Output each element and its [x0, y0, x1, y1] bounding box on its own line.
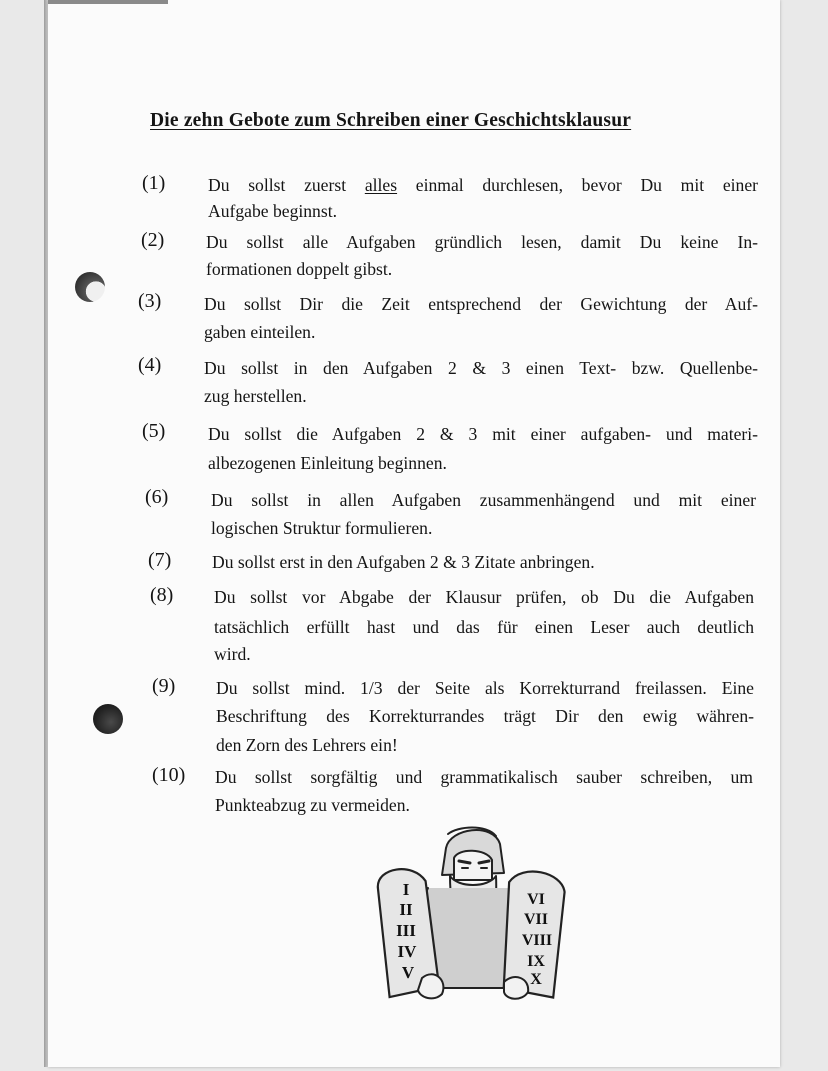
- tablet-numeral: VII: [523, 911, 549, 928]
- item-line: Du sollst alle Aufgaben gründlich lesen, damit Du keine In-: [206, 232, 758, 252]
- item-line: Du sollst in allen Aufgaben zusammenhängend und mit einer: [211, 490, 756, 510]
- item-line: Du sollst die Aufgaben 2 & 3 mit einer aufgaben- und materi-: [208, 424, 758, 444]
- tablet-numeral: VI: [527, 891, 545, 908]
- item-line: Du sollst sorgfältig und grammatikalisch sauber schreiben, um: [215, 767, 753, 787]
- item-line: den Zorn des Lehrers ein!: [216, 735, 398, 755]
- tablet-numeral: V: [401, 963, 415, 982]
- tablet-numeral: X: [530, 971, 542, 988]
- item-line: Du sollst in den Aufgaben 2 & 3 einen Text- bzw. Quellenbe-: [204, 358, 758, 378]
- item-line: Du sollst zuerst alles einmal durchlesen, bevor Du mit einer: [208, 175, 758, 195]
- item-line: wird.: [214, 644, 251, 664]
- document-title: Die zehn Gebote zum Schreiben einer Geschichtsklausur: [150, 110, 632, 131]
- tablet-numeral: IV: [397, 942, 417, 961]
- item-number: (3): [138, 290, 162, 312]
- item-number: (4): [138, 354, 162, 376]
- tablet-numeral: VIII: [521, 932, 553, 949]
- tablet-numeral: III: [396, 921, 416, 940]
- item-number: (10): [152, 764, 186, 786]
- item-line: Du sollst vor Abgabe der Klausur prüfen, ob Du die Aufgaben: [214, 587, 754, 607]
- item-line: formationen doppelt gibst.: [206, 259, 393, 279]
- item-line: Du sollst Dir die Zeit entsprechend der Gewichtung der Auf-: [204, 294, 758, 314]
- item-line: logischen Struktur formulieren.: [211, 518, 433, 538]
- item-number: (9): [152, 675, 176, 697]
- item-line: zug herstellen.: [204, 386, 307, 406]
- tablet-numeral: II: [399, 900, 413, 919]
- paper-top-edge: [48, 0, 168, 4]
- moses-tablets-illustration: [358, 818, 588, 1013]
- item-number: (7): [148, 549, 172, 571]
- item-line: Du sollst mind. 1/3 der Seite als Korrekturrand freilassen. Eine: [216, 678, 754, 698]
- item-line: Aufgabe beginnst.: [208, 201, 337, 221]
- tablet-numeral: IX: [527, 953, 545, 970]
- item-line: Punkteabzug zu vermeiden.: [215, 795, 410, 815]
- item-line: Du sollst erst in den Aufgaben 2 & 3 Zitate anbringen.: [212, 552, 595, 572]
- item-number: (6): [145, 486, 169, 508]
- item-number: (5): [142, 420, 166, 442]
- item-line: Beschriftung des Korrekturrandes trägt Dir den ewig währen-: [216, 706, 754, 726]
- item-line: gaben einteilen.: [204, 322, 316, 342]
- item-line: albezogenen Einleitung beginnen.: [208, 453, 447, 473]
- punch-hole-bottom: [93, 704, 123, 734]
- punch-hole-top: [75, 272, 105, 302]
- tablet-numeral: I: [402, 880, 410, 899]
- item-number: (1): [142, 172, 166, 194]
- emphasized-word: alles: [364, 175, 398, 195]
- item-line: tatsächlich erfüllt hast und das für einen Leser auch deutlich: [214, 617, 754, 637]
- item-number: (2): [141, 229, 165, 251]
- item-number: (8): [150, 584, 174, 606]
